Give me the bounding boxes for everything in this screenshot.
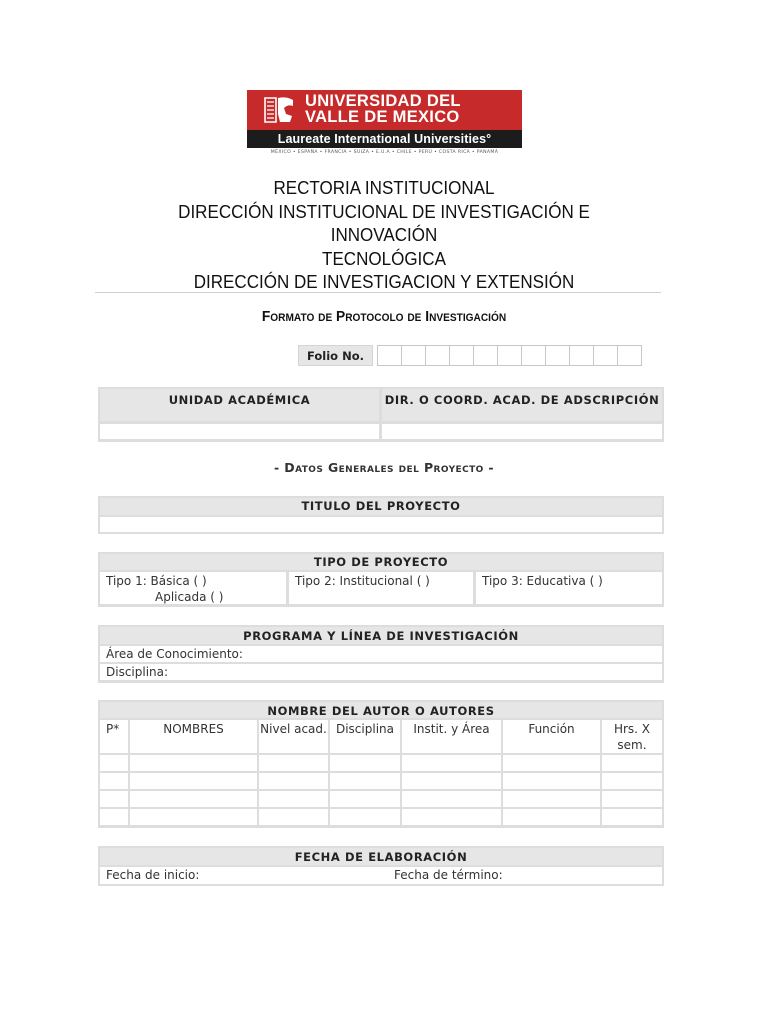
cell[interactable] <box>503 773 600 789</box>
cell[interactable] <box>330 809 400 825</box>
logo-tagline: Laureate International Universities° <box>247 130 522 148</box>
folio-cell[interactable] <box>425 345 450 366</box>
cell[interactable] <box>602 755 662 771</box>
titulo-header: TITULO DEL PROYECTO <box>100 498 662 515</box>
header-line4: DIRECCIÓN DE INVESTIGACION Y EXTENSIÓN <box>193 271 575 292</box>
cell[interactable] <box>503 809 600 825</box>
unidad-academica-field[interactable] <box>100 424 379 439</box>
cell[interactable] <box>130 809 257 825</box>
folio-cell[interactable] <box>497 345 522 366</box>
fecha-table <box>98 846 664 886</box>
cell[interactable] <box>259 773 328 789</box>
area-field[interactable]: Área de Conocimiento: <box>100 646 662 662</box>
cell[interactable] <box>402 755 501 771</box>
logo-countries: MÉXICO • ESPAÑA • FRANCIA • SUIZA • E.U.A • CHILE • PERÚ • COSTA RICA • PANAMÁ <box>270 150 499 155</box>
folio-cells <box>377 345 641 368</box>
university-logo <box>247 90 522 156</box>
fecha-termino-field[interactable]: Fecha de término: <box>394 868 503 882</box>
folio-cell[interactable] <box>617 345 642 366</box>
cell[interactable] <box>259 791 328 807</box>
cell[interactable] <box>100 791 128 807</box>
cell[interactable] <box>100 755 128 771</box>
adscripcion-header: DIR. O COORD. ACAD. DE ADSCRIPCIÓN <box>382 389 662 421</box>
table-row <box>100 791 662 807</box>
folio-cell[interactable] <box>473 345 498 366</box>
logo-name <box>305 93 461 125</box>
tipo-header: TIPO DE PROYECTO <box>100 554 662 570</box>
form-title: Formato de Protocolo de Investigación <box>261 308 507 325</box>
header-line2: DIRECCIÓN INSTITUCIONAL DE INVESTIGACIÓN E INNOVACIÓN <box>178 200 590 245</box>
tipo2-option[interactable]: Tipo 2: Institucional ( ) <box>289 572 473 604</box>
cell[interactable] <box>130 791 257 807</box>
logo-red-band <box>247 90 522 130</box>
logo-line2: VALLE DE MEXICO <box>305 108 460 126</box>
cell[interactable] <box>602 809 662 825</box>
cell[interactable] <box>402 809 501 825</box>
lion-crest-icon <box>262 94 296 126</box>
tipo1-aplicada: Aplicada ( ) <box>155 590 224 604</box>
autores-header: NOMBRE DEL AUTOR O AUTORES <box>100 702 662 718</box>
cell[interactable] <box>402 773 501 789</box>
cell[interactable] <box>100 773 128 789</box>
autores-table <box>98 700 664 828</box>
unidad-academica-header: UNIDAD ACADÉMICA <box>100 389 379 421</box>
folio-cell[interactable] <box>449 345 474 366</box>
col-funcion: Función <box>503 720 600 753</box>
programa-header: PROGRAMA Y LÍNEA DE INVESTIGACIÓN <box>100 627 662 644</box>
folio-cell[interactable] <box>545 345 570 366</box>
titulo-table <box>98 496 664 534</box>
folio-cell[interactable] <box>569 345 594 366</box>
disciplina-field[interactable]: Disciplina: <box>100 664 662 680</box>
tipo-table <box>98 552 664 607</box>
table-row <box>100 755 662 771</box>
col-hrs: Hrs. X sem. <box>602 720 662 753</box>
cell[interactable] <box>602 773 662 789</box>
col-p: P* <box>100 720 128 753</box>
programa-table <box>98 625 664 683</box>
fecha-row <box>100 867 662 884</box>
folio-field <box>298 345 641 368</box>
cell[interactable] <box>100 809 128 825</box>
folio-cell[interactable] <box>593 345 618 366</box>
cell[interactable] <box>330 773 400 789</box>
cell[interactable] <box>402 791 501 807</box>
col-nombres: NOMBRES <box>130 720 257 753</box>
tipo1-basica: Tipo 1: Básica ( ) <box>106 574 207 588</box>
cell[interactable] <box>130 773 257 789</box>
folio-cell[interactable] <box>401 345 426 366</box>
cell[interactable] <box>330 755 400 771</box>
cell[interactable] <box>602 791 662 807</box>
folio-cell[interactable] <box>377 345 402 366</box>
unidad-table <box>98 387 664 442</box>
col-nivel: Nivel acad. <box>259 720 328 753</box>
cell[interactable] <box>503 755 600 771</box>
tipo1-option[interactable] <box>100 572 286 604</box>
section-title: - Datos Generales del Proyecto - <box>273 460 495 475</box>
header-line3: TECNOLÓGICA <box>322 247 446 269</box>
autores-column-headers <box>100 720 662 753</box>
tipo3-option[interactable]: Tipo 3: Educativa ( ) <box>476 572 662 604</box>
header-line1: RECTORIA INSTITUCIONAL <box>273 177 495 198</box>
folio-cell[interactable] <box>521 345 546 366</box>
cell[interactable] <box>330 791 400 807</box>
cell[interactable] <box>130 755 257 771</box>
col-disciplina: Disciplina <box>330 720 400 753</box>
fecha-inicio-field[interactable]: Fecha de inicio: <box>106 868 200 882</box>
divider <box>95 292 661 293</box>
titulo-field[interactable] <box>100 517 662 532</box>
cell[interactable] <box>259 755 328 771</box>
cell[interactable] <box>259 809 328 825</box>
folio-label: Folio No. <box>298 345 373 366</box>
adscripcion-field[interactable] <box>382 424 662 439</box>
table-row <box>100 773 662 789</box>
col-instit: Instit. y Área <box>402 720 501 753</box>
cell[interactable] <box>503 791 600 807</box>
fecha-header: FECHA DE ELABORACIÓN <box>100 848 662 865</box>
table-row <box>100 809 662 825</box>
document-header <box>123 176 646 294</box>
logo-line1: UNIVERSIDAD DEL <box>305 92 461 110</box>
